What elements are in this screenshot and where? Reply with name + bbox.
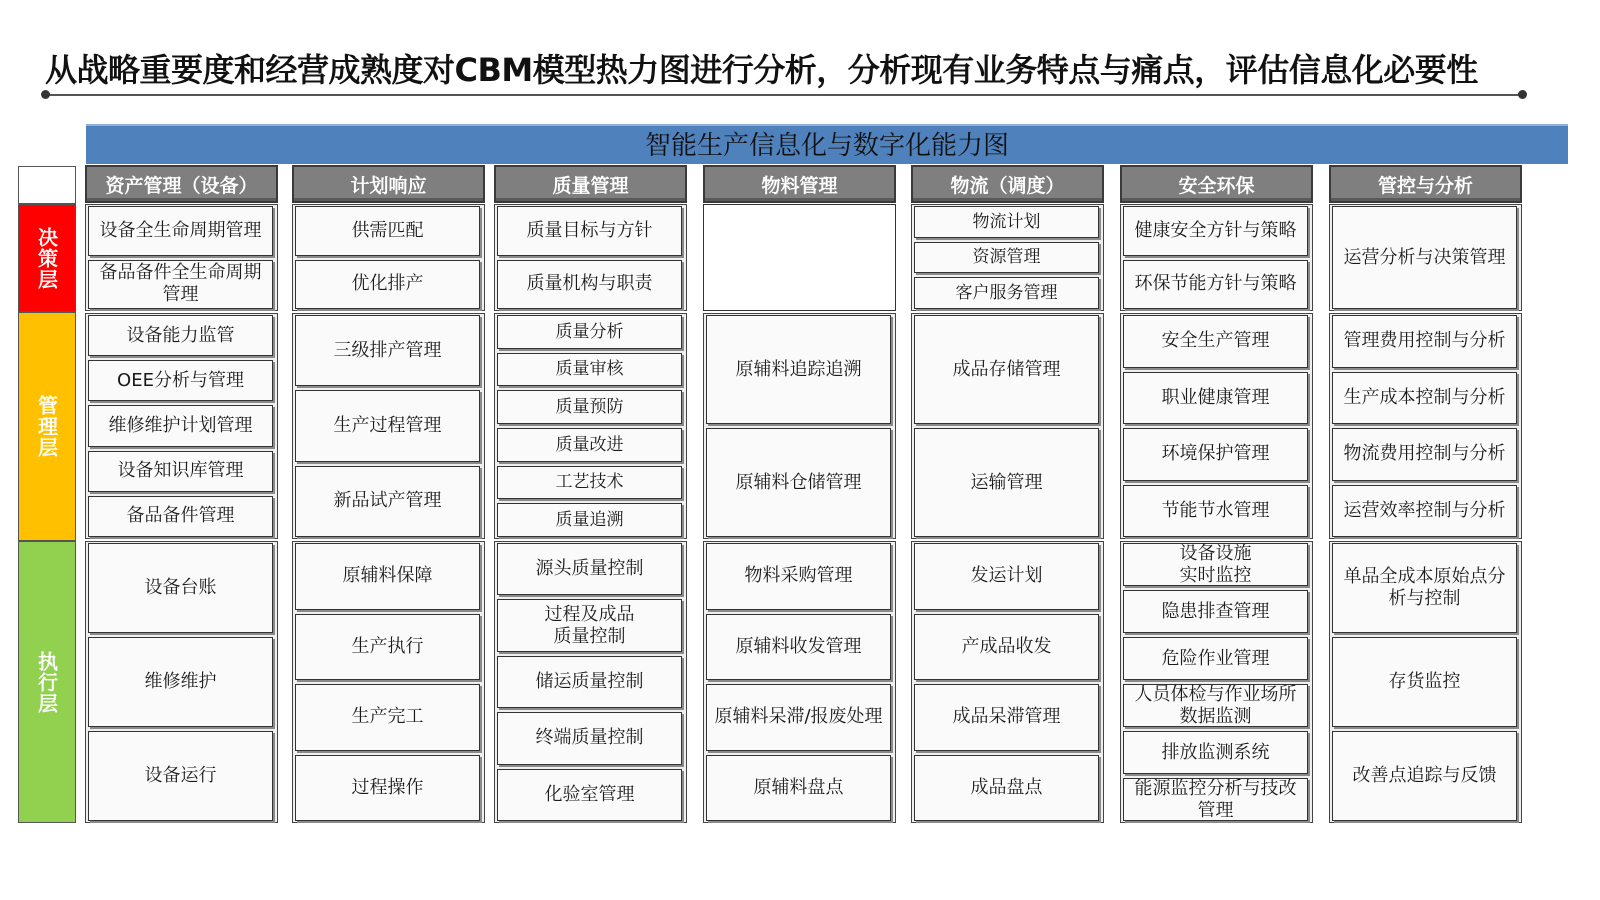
management-item: 成品存储管理 xyxy=(914,315,1099,424)
decision-item: 运营分析与决策管理 xyxy=(1332,206,1517,309)
management-item: 节能节水管理 xyxy=(1123,485,1308,538)
management-item: 原辅料追踪追溯 xyxy=(706,315,891,424)
execution-item: 原辅料收发管理 xyxy=(706,614,891,681)
decision-item: 环保节能方针与策略 xyxy=(1123,260,1308,310)
management-item: 安全生产管理 xyxy=(1123,315,1308,368)
execution-item: 单品全成本原始点分析与控制 xyxy=(1332,543,1517,633)
decision-item: 健康安全方针与策略 xyxy=(1123,206,1308,256)
management-item: 环境保护管理 xyxy=(1123,428,1308,481)
execution-item: 产成品收发 xyxy=(914,614,1099,681)
execution-item: 设备台账 xyxy=(88,543,273,633)
execution-item: 生产完工 xyxy=(295,684,480,751)
column-header: 物流（调度） xyxy=(911,165,1104,203)
management-item: 质量预防 xyxy=(497,390,682,424)
layer-management-label: 管理层 xyxy=(34,395,59,458)
management-item: 职业健康管理 xyxy=(1123,372,1308,425)
decision-item: 设备全生命周期管理 xyxy=(88,206,273,256)
execution-item: 能源监控分析与技改管理 xyxy=(1123,778,1308,821)
layer-management xyxy=(18,312,76,541)
management-item: 质量审核 xyxy=(497,353,682,387)
execution-item: 原辅料盘点 xyxy=(706,755,891,822)
execution-item: 隐患排查管理 xyxy=(1123,590,1308,633)
decision-item: 客户服务管理 xyxy=(914,277,1099,309)
decision-item: 质量机构与职责 xyxy=(497,260,682,310)
execution-item: 设备设施 实时监控 xyxy=(1123,543,1308,586)
management-item: 设备知识库管理 xyxy=(88,451,273,492)
management-item: 备品备件管理 xyxy=(88,496,273,537)
layer-decision-label: 决策层 xyxy=(34,226,59,290)
divider-left-dot xyxy=(41,90,50,99)
management-item: 管理费用控制与分析 xyxy=(1332,315,1517,368)
decision-item: 优化排产 xyxy=(295,260,480,310)
diagram-banner: 智能生产信息化与数字化能力图 xyxy=(86,124,1568,164)
column-header: 管控与分析 xyxy=(1329,165,1522,203)
execution-item: 危险作业管理 xyxy=(1123,637,1308,680)
decision-item: 质量目标与方针 xyxy=(497,206,682,256)
management-item: 质量分析 xyxy=(497,315,682,349)
execution-item: 成品呆滞管理 xyxy=(914,684,1099,751)
management-item: 运输管理 xyxy=(914,428,1099,537)
execution-item: 原辅料保障 xyxy=(295,543,480,610)
execution-item: 化验室管理 xyxy=(497,769,682,821)
column-header: 计划响应 xyxy=(292,165,485,203)
execution-item: 人员体检与作业场所数据监测 xyxy=(1123,684,1308,727)
divider-right-dot xyxy=(1518,90,1527,99)
page-title: 从战略重要度和经营成熟度对CBM模型热力图进行分析，分析现有业务特点与痛点，评估信息化必要性 xyxy=(45,51,1478,89)
execution-item: 排放监测系统 xyxy=(1123,731,1308,774)
execution-item: 改善点追踪与反馈 xyxy=(1332,731,1517,821)
execution-item: 原辅料呆滞/报废处理 xyxy=(706,684,891,751)
management-item: 质量追溯 xyxy=(497,503,682,537)
management-item: 原辅料仓储管理 xyxy=(706,428,891,537)
management-item: 工艺技术 xyxy=(497,466,682,500)
management-item: 物流费用控制与分析 xyxy=(1332,428,1517,481)
layer-corner-blank xyxy=(18,166,76,204)
column-header: 资产管理（设备） xyxy=(85,165,278,203)
execution-item: 发运计划 xyxy=(914,543,1099,610)
layer-execution-label: 执行层 xyxy=(34,650,59,714)
column-header: 安全环保 xyxy=(1120,165,1313,203)
execution-item: 储运质量控制 xyxy=(497,656,682,708)
decision-item: 供需匹配 xyxy=(295,206,480,256)
execution-item: 过程操作 xyxy=(295,755,480,822)
column-header: 质量管理 xyxy=(494,165,687,203)
execution-item: 过程及成品 质量控制 xyxy=(497,599,682,651)
execution-item: 终端质量控制 xyxy=(497,712,682,764)
empty-cell xyxy=(703,204,896,311)
execution-item: 成品盘点 xyxy=(914,755,1099,822)
management-item: 质量改进 xyxy=(497,428,682,462)
decision-item: 资源管理 xyxy=(914,242,1099,274)
execution-item: 物料采购管理 xyxy=(706,543,891,610)
management-item: 运营效率控制与分析 xyxy=(1332,485,1517,538)
decision-item: 物流计划 xyxy=(914,206,1099,238)
management-item: OEE分析与管理 xyxy=(88,360,273,401)
management-item: 新品试产管理 xyxy=(295,466,480,537)
column-header: 物料管理 xyxy=(703,165,896,203)
management-item: 设备能力监管 xyxy=(88,315,273,356)
layer-execution xyxy=(18,541,76,823)
execution-item: 生产执行 xyxy=(295,614,480,681)
execution-item: 设备运行 xyxy=(88,731,273,821)
management-item: 三级排产管理 xyxy=(295,315,480,386)
decision-item: 备品备件全生命周期管理 xyxy=(88,260,273,310)
execution-item: 维修维护 xyxy=(88,637,273,727)
management-item: 维修维护计划管理 xyxy=(88,405,273,446)
layer-decision xyxy=(18,204,76,312)
management-item: 生产过程管理 xyxy=(295,390,480,461)
execution-item: 源头质量控制 xyxy=(497,543,682,595)
execution-item: 存货监控 xyxy=(1332,637,1517,727)
management-item: 生产成本控制与分析 xyxy=(1332,372,1517,425)
title-divider xyxy=(45,94,1525,96)
